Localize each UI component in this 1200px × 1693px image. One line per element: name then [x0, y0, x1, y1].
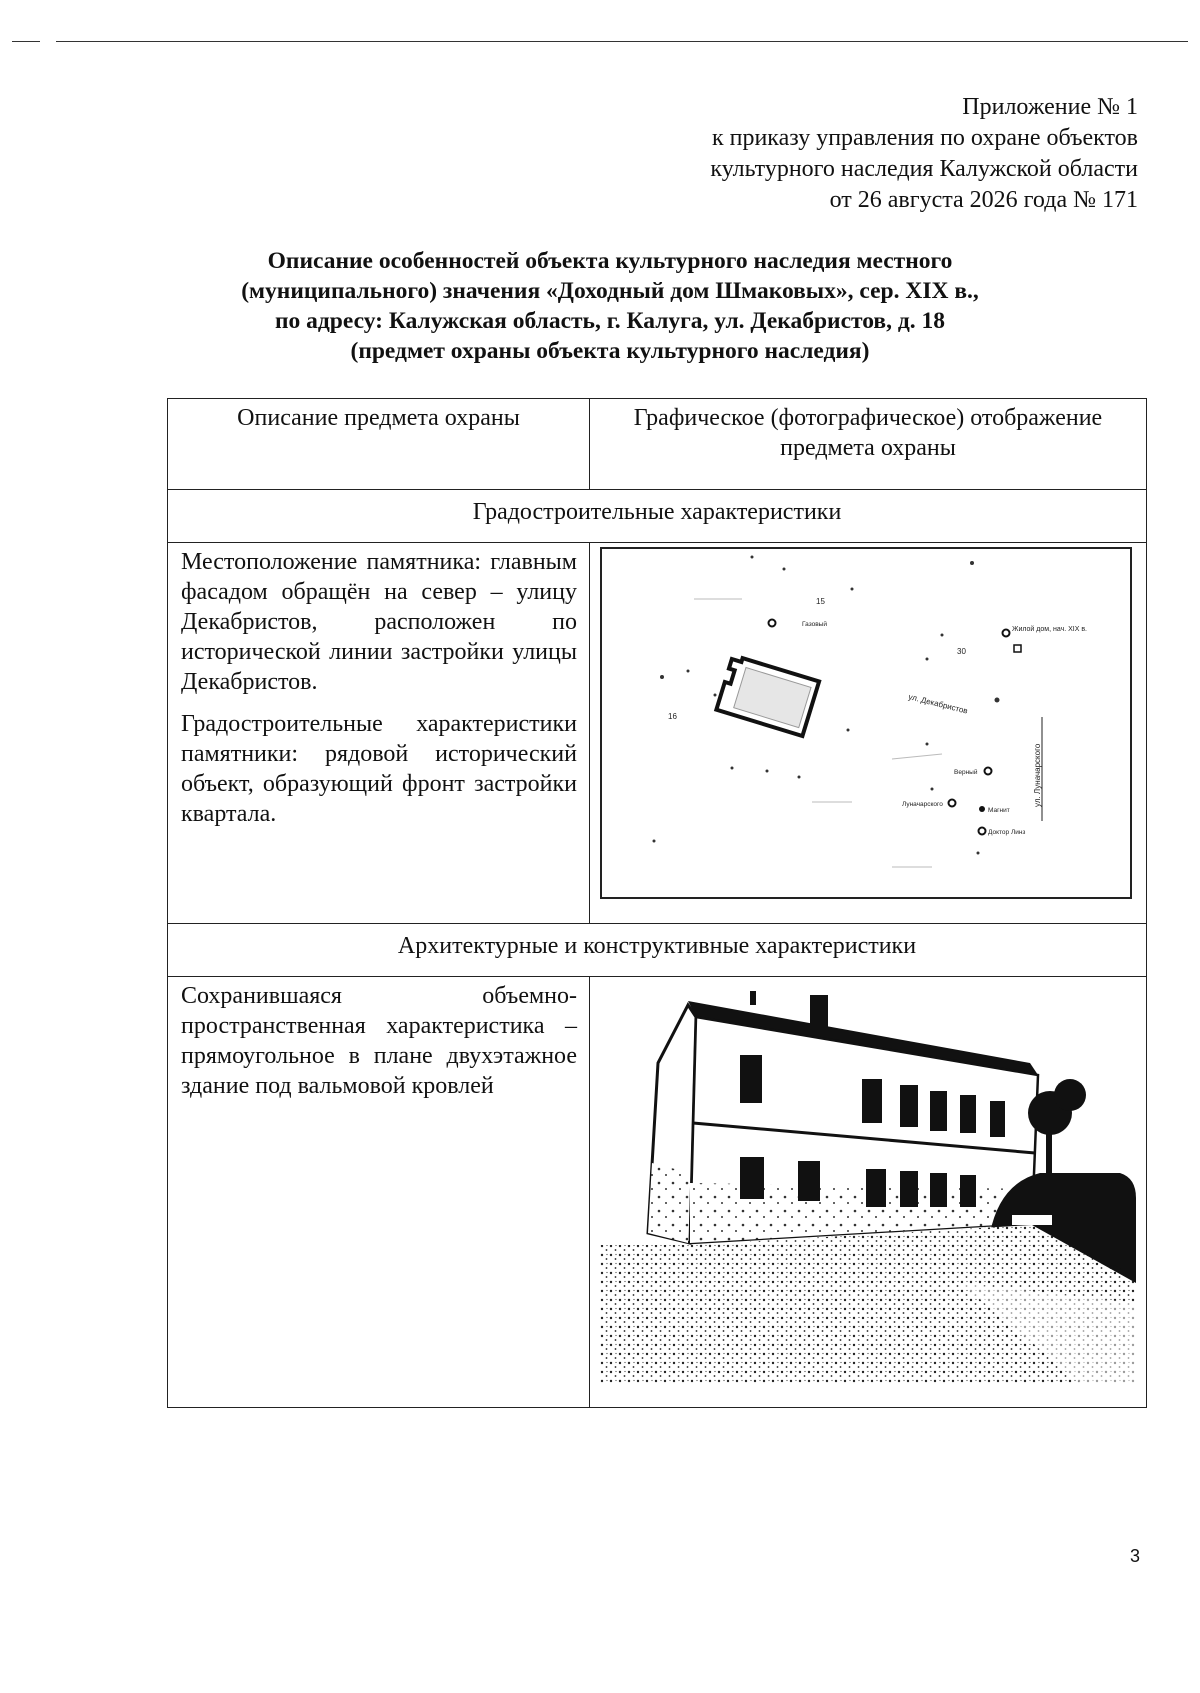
appendix-line-2: к приказу управления по охране объектов [711, 125, 1138, 151]
section-heading-architecture: Архитектурные и конструктивные характеристики [168, 924, 1147, 977]
chimney-2 [750, 991, 756, 1005]
poi-verny [954, 768, 992, 777]
volume-description-paragraph: Сохранившаяся объемно-пространственная характеристика – прямоугольное в плане двухэтажное здание под вальмовой кровлей [181, 983, 577, 1099]
appendix-line-3: культурного наследия Калужской области [710, 156, 1138, 182]
section-row-architecture [168, 924, 1147, 977]
location-paragraph: Местоположение памятника: главным фасадом обращён на север – улицу Декабристов, расположен по исторической линии застройки улицы Декабристов. [181, 549, 577, 695]
monument-plot [716, 655, 819, 736]
building-photo [600, 983, 1136, 1383]
poi-marker-icon [949, 800, 956, 807]
section-row-urban [168, 490, 1147, 543]
map-number-15: 15 [816, 597, 825, 606]
document-title [160, 246, 1060, 366]
title-line-1: Описание особенностей объекта культурного наследия местного [267, 248, 953, 274]
poi-doktor-linz [979, 828, 1026, 837]
top-rule [12, 41, 1188, 42]
poi-marker-icon [1003, 630, 1010, 637]
poi-marker-icon [979, 806, 985, 812]
poi-zhiloy-dom [1003, 625, 1088, 637]
map-cell [590, 543, 1147, 924]
table-row-location [168, 543, 1147, 924]
svg-text:Луначарского: Луначарского [902, 801, 943, 808]
poi-marker-icon [979, 828, 986, 835]
location-description-cell [168, 543, 590, 924]
map-number-30: 30 [957, 647, 966, 656]
side-wall-stain [648, 1163, 690, 1243]
title-line-4: (предмет охраны объекта культурного наследия) [350, 338, 870, 364]
page-number: 3 [1129, 1546, 1140, 1566]
col1-header: Описание предмета охраны [168, 399, 590, 490]
appendix-line-1: Приложение № 1 [962, 94, 1138, 120]
map-faint-lines [694, 599, 942, 867]
photo-cell [590, 977, 1147, 1408]
street-label-lunacharskogo: ул. Луначарского [1033, 743, 1042, 807]
appendix-block [438, 92, 1138, 216]
svg-text:Жилой дом, нач. XIX в.: Жилой дом, нач. XIX в. [1012, 626, 1087, 633]
poi-magnit [979, 806, 1010, 814]
svg-text:Верный: Верный [954, 769, 978, 776]
poi-square-icon [1014, 645, 1021, 652]
appendix-line-4: от 26 августа 2026 года № 171 [829, 187, 1138, 213]
situation-map [600, 547, 1132, 899]
title-line-3: по адресу: Калужская область, г. Калуга, ул. Декабристов, д. 18 [275, 308, 945, 334]
architecture-description-cell [168, 977, 590, 1408]
title-line-2: (муниципального) значения «Доходный дом Шмаковых», сер. XIX в., [241, 278, 979, 304]
urban-characteristics-paragraph: Градостроительные характеристики памятники: рядовой исторический объект, образующий фронт застройки квартала. [181, 711, 577, 827]
table-header-row [168, 399, 1147, 490]
poi-lunacharskogo [902, 800, 956, 809]
street-label-dekabristov: ул. Декабристов [907, 692, 969, 716]
poi-gazovy [769, 620, 828, 629]
top-rule-gap [40, 39, 56, 44]
chimney [810, 995, 828, 1031]
svg-text:Доктор Линз: Доктор Линз [988, 829, 1026, 836]
table-row-architecture [168, 977, 1147, 1408]
section-heading-urban: Градостроительные характеристики [168, 490, 1147, 543]
poi-marker-icon [985, 768, 992, 775]
protection-subject-table [167, 398, 1147, 1408]
license-plate [1012, 1215, 1052, 1225]
map-number-16: 16 [668, 712, 677, 721]
svg-text:Газовый: Газовый [802, 621, 827, 628]
poi-marker-icon [769, 620, 776, 627]
col2-header: Графическое (фотографическое) отображение предмета охраны [590, 399, 1147, 490]
svg-text:Магнит: Магнит [988, 807, 1010, 814]
